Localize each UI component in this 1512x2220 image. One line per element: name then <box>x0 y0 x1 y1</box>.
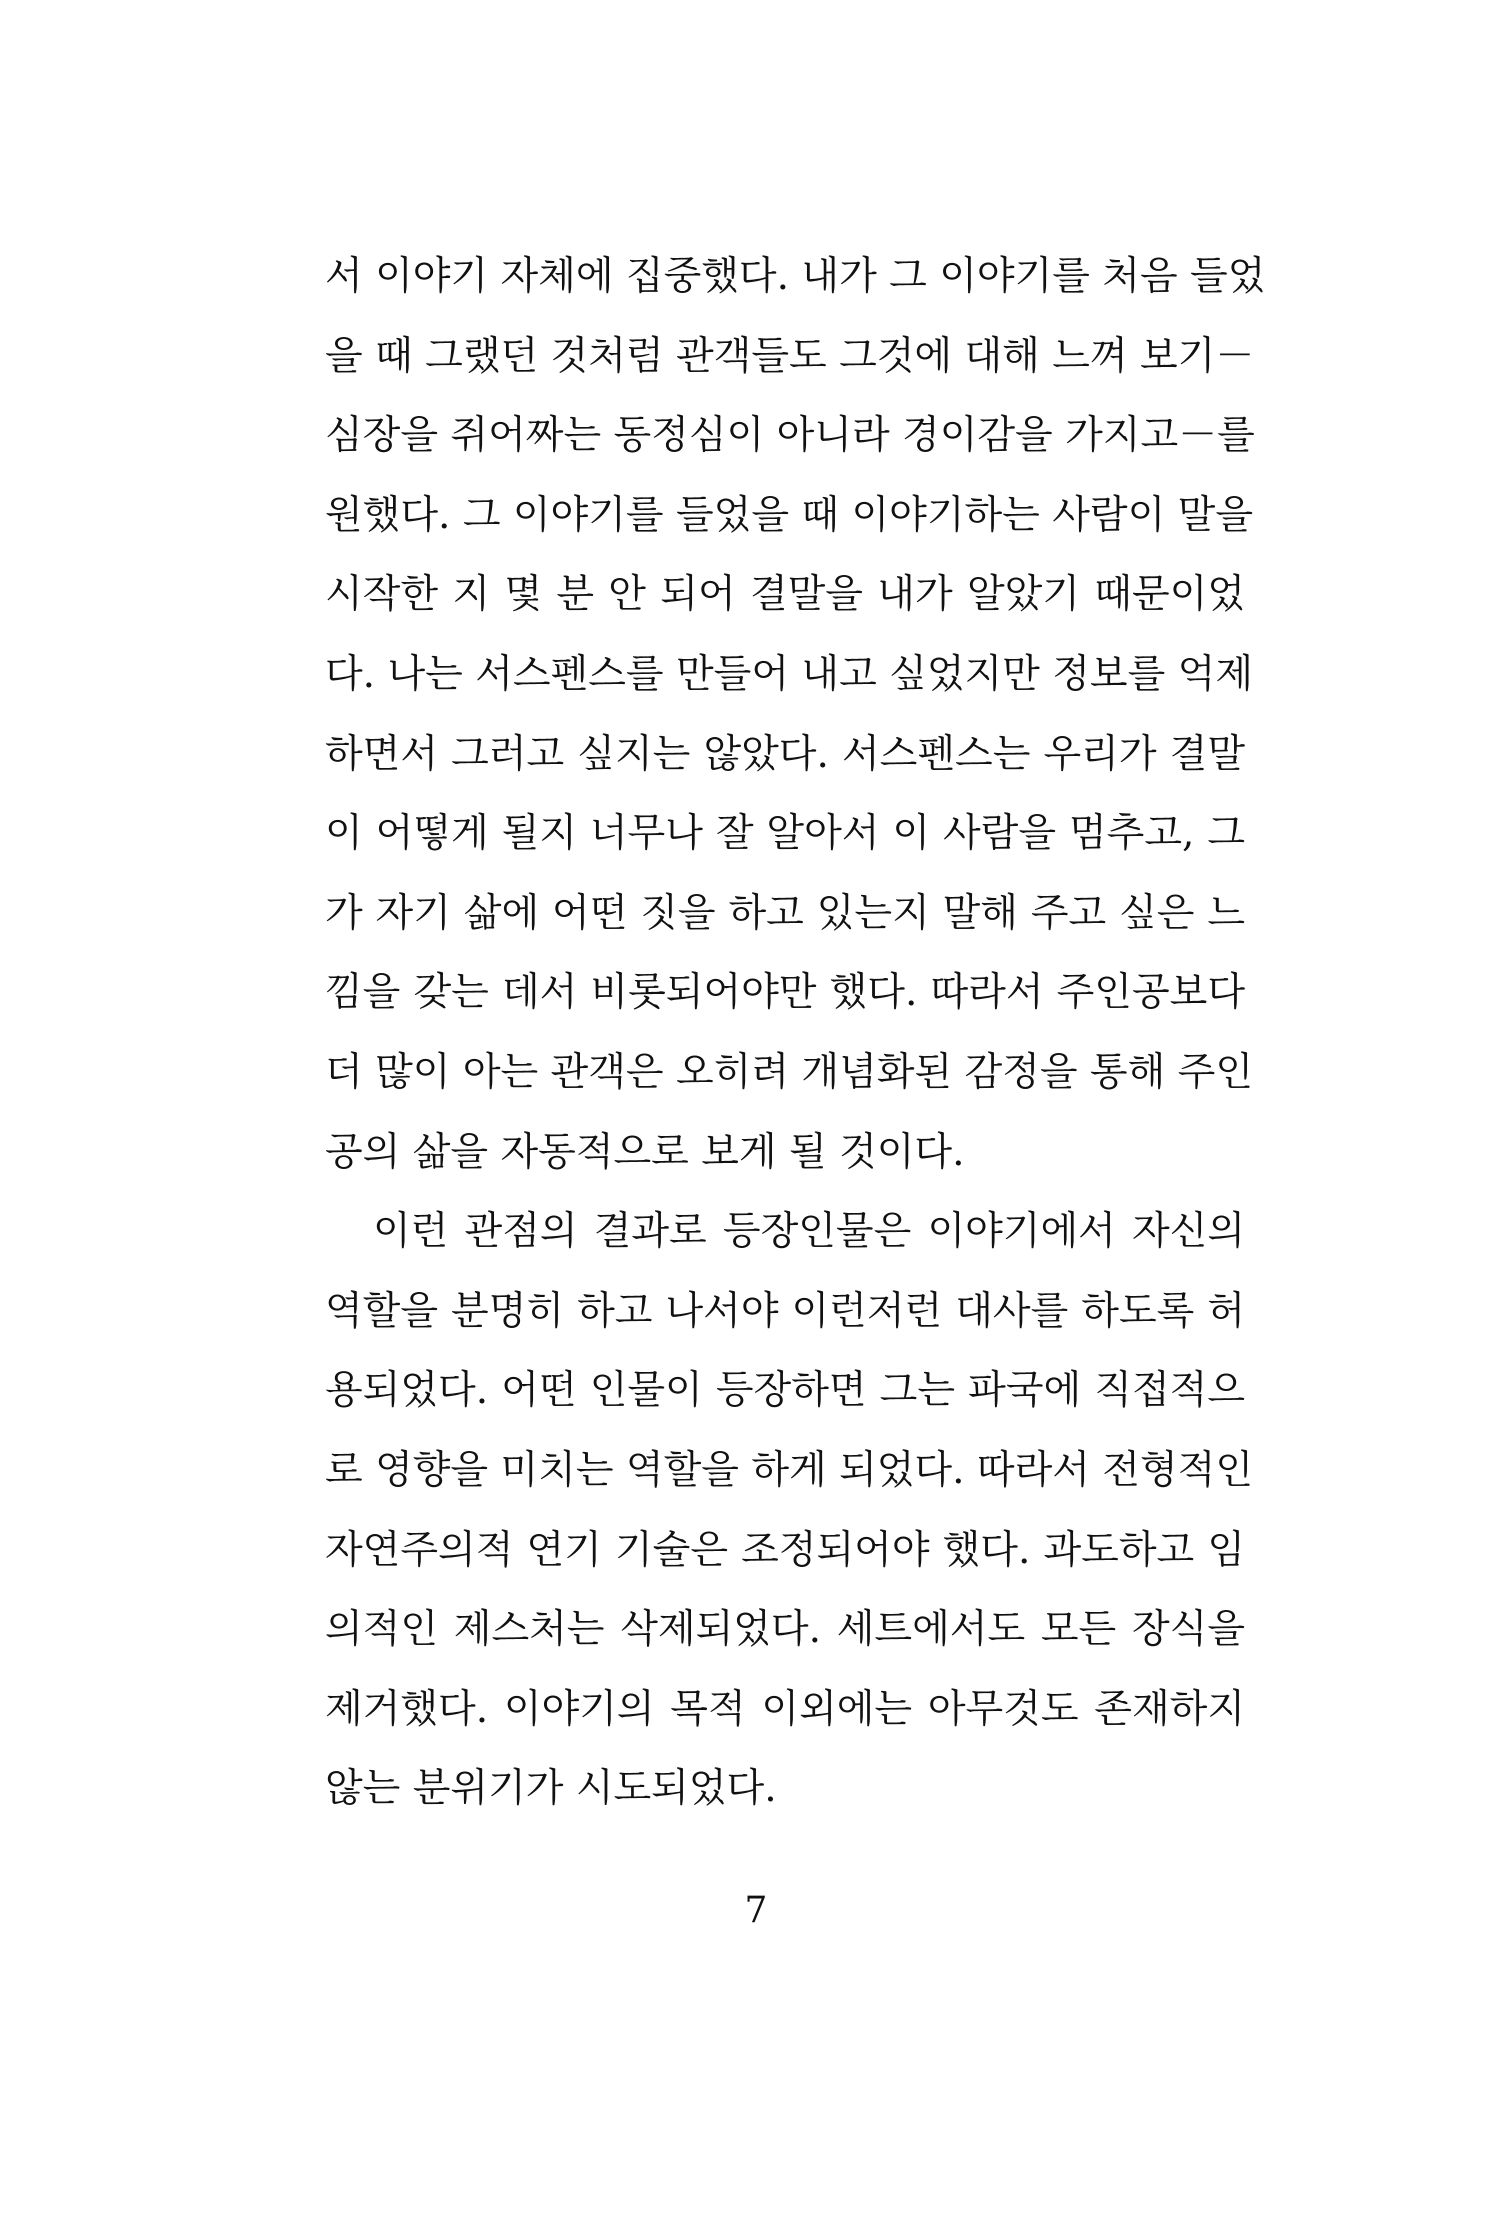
text-line: 제거했다. 이야기의 목적 이외에는 아무것도 존재하지 <box>325 1686 1245 1732</box>
text-line: 공의 삶을 자동적으로 보게 될 것이다. <box>325 1129 965 1175</box>
paragraph-2 <box>325 1203 1254 1840</box>
text-line: 낌을 갖는 데서 비롯되어야만 했다. 따라서 주인공보다 <box>325 970 1245 1016</box>
text-line: 심장을 쥐어짜는 동정심이 아니라 경이감을 가지고－를 <box>325 413 1255 459</box>
text-line: 이 어떻게 될지 너무나 잘 알아서 이 사람을 멈추고, 그 <box>325 811 1245 857</box>
text-line: 가 자기 삶에 어떤 짓을 하고 있는지 말해 주고 싶은 느 <box>325 890 1245 936</box>
page-number: 7 <box>744 1890 768 1931</box>
text-line: 다. 나는 서스펜스를 만들어 내고 싶었지만 정보를 억제 <box>325 651 1254 697</box>
text-line: 용되었다. 어떤 인물이 등장하면 그는 파국에 직접적으 <box>325 1368 1245 1414</box>
text-line: 이런 관점의 결과로 등장인물은 이야기에서 자신의 <box>373 1209 1245 1255</box>
text-line: 을 때 그랬던 것처럼 관객들도 그것에 대해 느껴 보기－ <box>325 333 1255 379</box>
text-line: 원했다. 그 이야기를 들었을 때 이야기하는 사람이 말을 <box>325 492 1254 538</box>
text-line: 역할을 분명히 하고 나서야 이런저런 대사를 하도록 허 <box>325 1288 1245 1334</box>
paragraph-1 <box>325 248 1266 1203</box>
text-line: 시작한 지 몇 분 안 되어 결말을 내가 알았기 때문이었 <box>325 572 1245 618</box>
text-line: 하면서 그러고 싶지는 않았다. 서스펜스는 우리가 결말 <box>325 731 1245 777</box>
text-line: 더 많이 아는 관객은 오히려 개념화된 감정을 통해 주인 <box>325 1049 1254 1095</box>
text-line: 않는 분위기가 시도되었다. <box>325 1766 777 1812</box>
body-text <box>325 248 1266 1840</box>
text-line: 서 이야기 자체에 집중했다. 내가 그 이야기를 처음 들었 <box>325 254 1266 299</box>
text-line: 자연주의적 연기 기술은 조정되어야 했다. 과도하고 임 <box>325 1527 1245 1573</box>
text-line: 로 영향을 미치는 역할을 하게 되었다. 따라서 전형적인 <box>325 1447 1254 1493</box>
text-line: 의적인 제스처는 삭제되었다. 세트에서도 모든 장식을 <box>325 1607 1245 1653</box>
